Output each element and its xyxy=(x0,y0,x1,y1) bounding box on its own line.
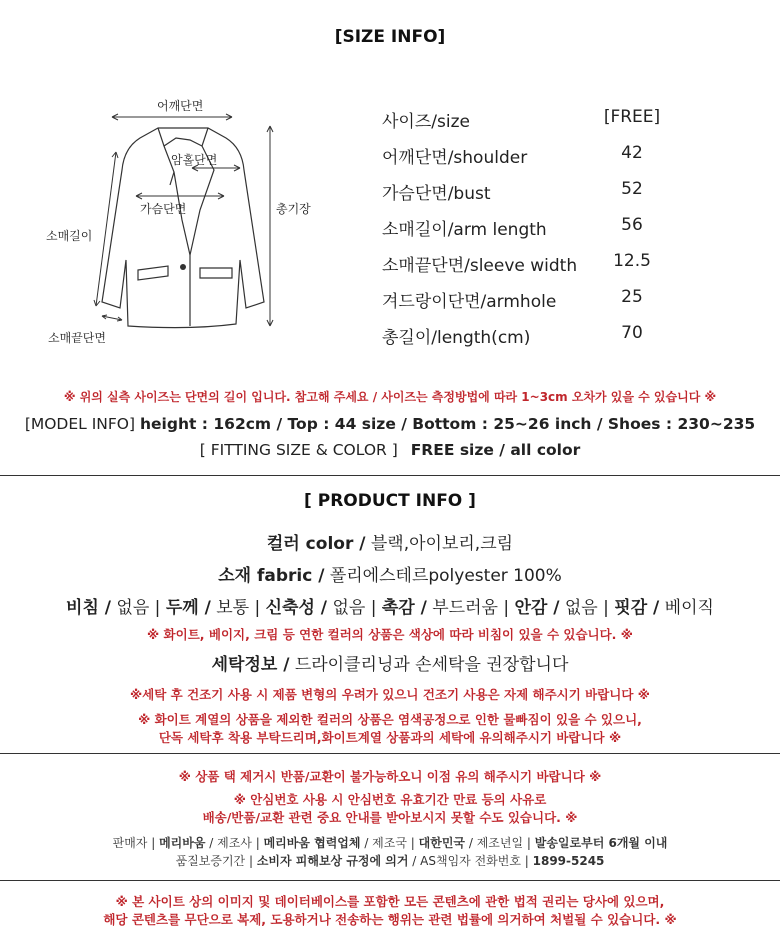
label-armhole: 암홀단면 xyxy=(171,153,218,167)
wash-row xyxy=(0,650,780,675)
label-sleeve-width: 소매끝단면 xyxy=(48,331,106,345)
prop-value: 없음 xyxy=(116,598,150,618)
divider xyxy=(0,880,780,881)
jacket-diagram xyxy=(40,90,340,350)
fabric-label: 소재 fabric / xyxy=(218,566,325,586)
jacket-illustration xyxy=(40,90,340,350)
prop-name: 핏감 / xyxy=(614,598,660,618)
policy-notice: ※ 안심번호 사용 시 안심번호 유효기간 만료 등의 사유로 xyxy=(233,792,547,807)
label-bust: 가슴단면 xyxy=(140,202,187,216)
size-row-label: 소매길이/arm length xyxy=(382,220,547,240)
maker-value: 메리바움 협력업체 xyxy=(263,836,361,850)
size-row-label: 가슴단면/bust xyxy=(382,184,491,204)
wash-value: 드라이클리닝과 손세탁을 권장합니다 xyxy=(294,655,569,675)
wash-notice: 단독 세탁후 착용 부탁드리며,화이트계열 상품과의 세탁에 유의해주시기 바랍니다 ※ xyxy=(158,730,622,745)
wash-notice: ※ 화이트 계열의 상품을 제외한 컬러의 상품은 염색공정으로 인한 물빠짐이 있을 수 있으니, xyxy=(138,712,642,727)
prop-name: 촉감 / xyxy=(381,598,427,618)
color-row xyxy=(0,529,780,554)
label-shoulder: 어깨단면 xyxy=(157,99,204,113)
prop-name: 두께 / xyxy=(165,598,211,618)
size-row xyxy=(382,323,682,353)
model-info-label: [MODEL INFO] xyxy=(24,415,136,433)
date-value: 발송일로부터 6개월 이내 xyxy=(534,836,668,850)
fitting-info xyxy=(0,441,780,459)
model-info xyxy=(0,415,780,433)
country-label: / 제조국 xyxy=(364,836,407,850)
fitting-value: FREE size / all color xyxy=(410,441,581,459)
country-value: 대한민국 xyxy=(418,836,466,850)
prop-value: 부드러움 xyxy=(432,598,498,618)
fabric-value: 폴리에스테르polyester 100% xyxy=(329,566,562,586)
size-row xyxy=(382,107,682,137)
product-info-title: [ PRODUCT INFO ] xyxy=(304,491,476,511)
label-length: 총기장 xyxy=(276,202,311,216)
date-label: / 제조년일 xyxy=(468,836,524,850)
size-row-value: 42 xyxy=(621,143,643,163)
warranty-info: 품질보증기간 | 소비자 피해보상 규정에 의거 / AS책임자 전화번호 | 1899-5245 xyxy=(175,854,605,868)
prop-value: 베이직 xyxy=(664,598,714,618)
size-row xyxy=(382,179,682,209)
maker-label: / 제조사 xyxy=(209,836,252,850)
fabric-row xyxy=(0,561,780,586)
warranty-value: 소비자 피해보상 규정에 의거 xyxy=(256,854,409,868)
size-row-value: 70 xyxy=(621,323,643,343)
size-row-label: 어깨단면/shoulder xyxy=(382,148,528,168)
label-sleeve-length: 소매길이 xyxy=(46,229,93,243)
size-row-value: 52 xyxy=(621,179,643,199)
see-through-notice: ※ 화이트, 베이지, 크림 등 연한 컬러의 상품은 색상에 따라 비침이 있을 수 있습니다. ※ xyxy=(147,627,633,642)
size-info-title: [SIZE INFO] xyxy=(334,27,446,47)
size-row-label: 총길이/length(cm) xyxy=(382,328,531,348)
color-value: 블랙,아이보리,크림 xyxy=(370,534,514,554)
size-row-value: [FREE] xyxy=(603,107,661,127)
copyright-notice: ※ 본 사이트 상의 이미지 및 데이터베이스를 포함한 모든 콘텐츠에 관한 법적 권리는 당사에 있으며, xyxy=(115,894,665,909)
size-row-value: 56 xyxy=(621,215,643,235)
size-row-value: 25 xyxy=(621,287,643,307)
size-notice: ※ 위의 실측 사이즈는 단면의 길이 입니다. 참고해 주세요 / 사이즈는 측정방법에 따라 1~3cm 오차가 있을 수 있습니다 ※ xyxy=(63,390,717,404)
prop-name: 안감 / xyxy=(514,598,560,618)
seller-info: 판매자 | 메리바움 / 제조사 | 메리바움 협력업체 / 제조국 | 대한민국 / 제조년일 | 발송일로부터 6개월 이내 xyxy=(112,836,668,850)
size-row xyxy=(382,215,682,245)
copyright-notice: 해당 콘텐츠를 무단으로 복제, 도용하거나 전송하는 행위는 관련 법률에 의거하여 처벌될 수 있습니다. ※ xyxy=(103,912,677,927)
wash-label: 세탁정보 / xyxy=(211,655,290,675)
prop-value: 없음 xyxy=(564,598,598,618)
prop-value: 보통 xyxy=(216,598,250,618)
color-label: 컬러 color / xyxy=(266,534,366,554)
prop-name: 신축성 / xyxy=(265,598,328,618)
size-row xyxy=(382,143,682,173)
size-row-label: 사이즈/size xyxy=(382,112,470,132)
warranty-label: 품질보증기간 xyxy=(175,854,246,868)
size-row-label: 소매끝단면/sleeve width xyxy=(382,256,578,276)
as-label: / AS책임자 전화번호 xyxy=(412,854,521,868)
size-row-label: 겨드랑이단면/armhole xyxy=(382,292,557,312)
prop-name: 비침 / xyxy=(66,598,112,618)
properties-row: 비침 / 없음 | 두께 / 보통 | 신축성 / 없음 | 촉감 / 부드러움 | 안감 / 없음 | 핏감 / 베이직 xyxy=(66,598,714,618)
policy-notice: 배송/반품/교환 관련 중요 안내를 받아보시지 못할 수도 있습니다. ※ xyxy=(202,810,578,825)
size-row-value: 12.5 xyxy=(613,251,651,271)
size-row xyxy=(382,287,682,317)
prop-value: 없음 xyxy=(332,598,366,618)
divider xyxy=(0,475,780,476)
as-value: 1899-5245 xyxy=(532,854,605,868)
size-row xyxy=(382,251,682,281)
wash-notice: ※세탁 후 건조기 사용 시 제품 변형의 우려가 있으니 건조기 사용은 자제 해주시기 바랍니다 ※ xyxy=(130,687,650,702)
model-info-details: height : 162cm / Top : 44 size / Bottom : 25~26 inch / Shoes : 230~235 xyxy=(140,415,756,433)
seller-value: 메리바움 xyxy=(159,836,206,850)
fitting-label: [ FITTING SIZE & COLOR ] xyxy=(199,441,398,459)
divider xyxy=(0,753,780,754)
seller-label: 판매자 xyxy=(112,836,148,850)
policy-notice: ※ 상품 택 제거시 반품/교환이 불가능하오니 이점 유의 해주시기 바랍니다 ※ xyxy=(178,769,602,784)
